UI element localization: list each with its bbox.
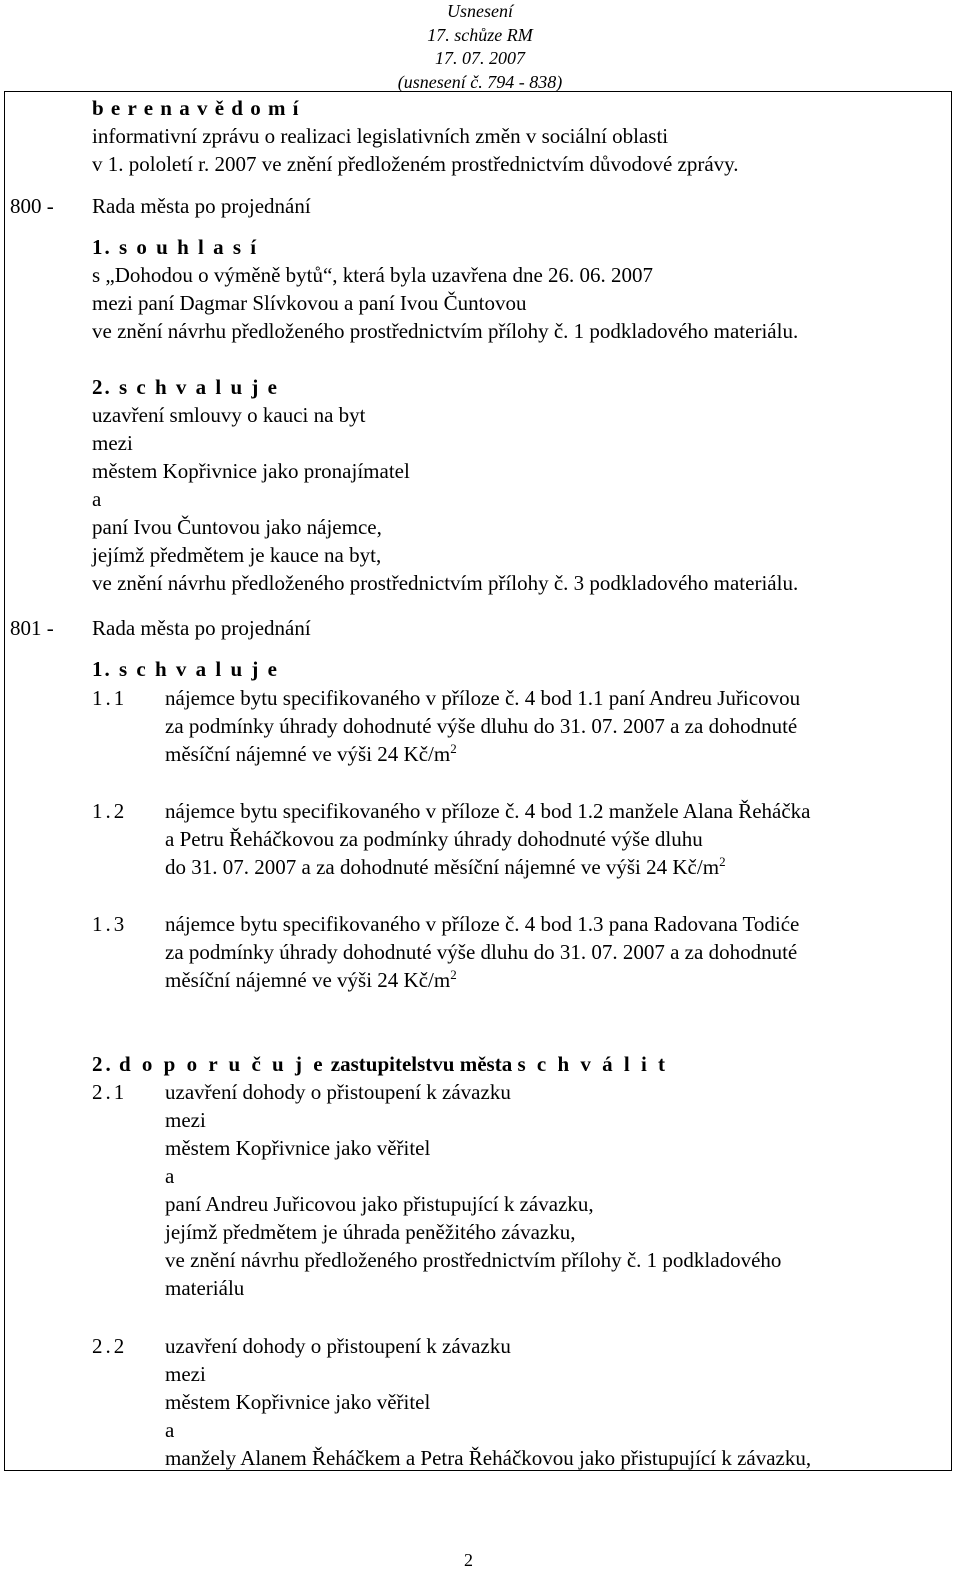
- document-header: [380, 0, 580, 94]
- prev-verb: b e r e n a v ě d o m í: [92, 96, 300, 120]
- item-2-2: [165, 1332, 811, 1472]
- item-1-2: [165, 797, 811, 881]
- resolution-number-800: 800 -: [10, 194, 54, 218]
- item-1-2-number: 1.2: [92, 799, 128, 823]
- item-2-1-line-5: paní Andreu Juřicovou jako přistupující k závazku,: [165, 1192, 594, 1216]
- item-1-1-line-3: měsíční nájemné ve výši 24 Kč/m: [165, 742, 451, 766]
- item-2-1-number: 2.1: [92, 1080, 128, 1104]
- resolution-800-part-1: [92, 233, 798, 345]
- item-2-1-line-8: materiálu: [165, 1276, 245, 1300]
- resolution-801-intro: Rada města po projednání: [92, 616, 311, 640]
- resolution-number-801: 801 -: [10, 616, 54, 640]
- part-2-heading: 2. s c h v a l u j e: [92, 375, 279, 399]
- item-1-1-line-1: nájemce bytu specifikovaného v příloze č. 4 bod 1.1 paní Andreu Juřicovou: [165, 686, 801, 710]
- item-2-2-number: 2.2: [92, 1334, 128, 1358]
- part-2-line-3: městem Kopřivnice jako pronajímatel: [92, 459, 410, 483]
- item-2-1-line-1: uzavření dohody o přistoupení k závazku: [165, 1080, 511, 1104]
- item-1-3-superscript: 2: [450, 967, 457, 982]
- item-2-1-line-4: a: [165, 1164, 175, 1188]
- prev-line-1: informativní zprávu o realizaci legislativních změn v sociální oblasti: [92, 124, 669, 148]
- item-2-1-line-7: ve znění návrhu předloženého prostřednictvím přílohy č. 1 podkladového: [165, 1248, 782, 1272]
- part-2-verb-2: s c h v á l i t: [517, 1052, 669, 1076]
- item-2-2-line-3: městem Kopřivnice jako věřitel: [165, 1390, 431, 1414]
- item-1-2-line-3: do 31. 07. 2007 a za dohodnuté měsíční nájemné ve výši 24 Kč/m: [165, 855, 720, 879]
- header-meeting: 17. schůze RM: [427, 24, 533, 45]
- part-1-line-1: s „Dohodou o výměně bytů“, která byla uzavřena dne 26. 06. 2007: [92, 263, 654, 287]
- part-2-line-7: ve znění návrhu předloženého prostřednictvím přílohy č. 3 podkladového materiálu.: [92, 571, 799, 595]
- item-1-2-line-2: a Petru Řeháčkovou za podmínky úhrady dohodnuté výše dluhu: [165, 827, 703, 851]
- part-2-line-5: paní Ivou Čuntovou jako nájemce,: [92, 515, 382, 539]
- item-2-1: [165, 1078, 781, 1302]
- resolution-801-part-1-heading: 1. s c h v a l u j e: [92, 657, 279, 681]
- item-1-3-line-1: nájemce bytu specifikovaného v příloze č. 4 bod 1.3 pana Radovana Todiće: [165, 912, 800, 936]
- part-2-line-6: jejímž předmětem je kauce na byt,: [92, 543, 382, 567]
- item-1-3-number: 1.3: [92, 912, 128, 936]
- item-2-2-line-2: mezi: [165, 1362, 206, 1386]
- item-1-3-line-3: měsíční nájemné ve výši 24 Kč/m: [165, 968, 451, 992]
- item-2-1-line-2: mezi: [165, 1108, 206, 1132]
- item-1-1-line-2: za podmínky úhrady dohodnuté výše dluhu do 31. 07. 2007 a za dohodnuté: [165, 714, 798, 738]
- item-2-1-line-3: městem Kopřivnice jako věřitel: [165, 1136, 431, 1160]
- item-1-1-superscript: 2: [450, 741, 457, 756]
- header-title: Usnesení: [447, 1, 513, 21]
- part-2-line-2: mezi: [92, 431, 133, 455]
- item-2-2-line-1: uzavření dohody o přistoupení k závazku: [165, 1334, 511, 1358]
- header-resolution-range: (usnesení č. 794 - 838): [397, 71, 563, 92]
- item-2-2-line-4: a: [165, 1418, 175, 1442]
- prev-line-2: v 1. pololetí r. 2007 ve znění předloženém prostřednictvím důvodové zprávy.: [92, 152, 739, 176]
- part-2-number: 2.: [92, 1052, 114, 1076]
- item-1-2-line-1: nájemce bytu specifikovaného v příloze č. 4 bod 1.2 manžele Alana Řeháčka: [165, 799, 811, 823]
- item-1-1-number: 1.1: [92, 686, 128, 710]
- resolution-801-part-2-heading: [92, 1050, 668, 1078]
- prev-resolution: [92, 94, 739, 178]
- item-1-3-line-2: za podmínky úhrady dohodnuté výše dluhu do 31. 07. 2007 a za dohodnuté: [165, 940, 798, 964]
- page-number: 2: [464, 1550, 473, 1570]
- item-2-2-line-5: manžely Alanem Řeháčkem a Petra Řeháčkovou jako přistupující k závazku,: [165, 1446, 812, 1470]
- resolution-800-part-2: [92, 373, 798, 597]
- item-2-1-line-6: jejímž předmětem je úhrada peněžitého závazku,: [165, 1220, 576, 1244]
- part-2-line-1: uzavření smlouvy o kauci na byt: [92, 403, 366, 427]
- part-2-addressee: zastupitelstvu města: [330, 1052, 513, 1076]
- header-date: 17. 07. 2007: [435, 48, 525, 68]
- item-1-2-superscript: 2: [719, 854, 726, 869]
- part-1-line-2: mezi paní Dagmar Slívkovou a paní Ivou Čuntovou: [92, 291, 527, 315]
- part-1-line-3: ve znění návrhu předloženého prostřednictvím přílohy č. 1 podkladového materiálu.: [92, 319, 799, 343]
- item-1-3: [165, 910, 799, 994]
- resolution-800-intro: Rada města po projednání: [92, 194, 311, 218]
- part-1-heading: 1. s o u h l a s í: [92, 235, 259, 259]
- part-2-line-4: a: [92, 487, 102, 511]
- part-2-verb: d o p o r u č u j e: [119, 1052, 326, 1076]
- item-1-1: [165, 684, 800, 768]
